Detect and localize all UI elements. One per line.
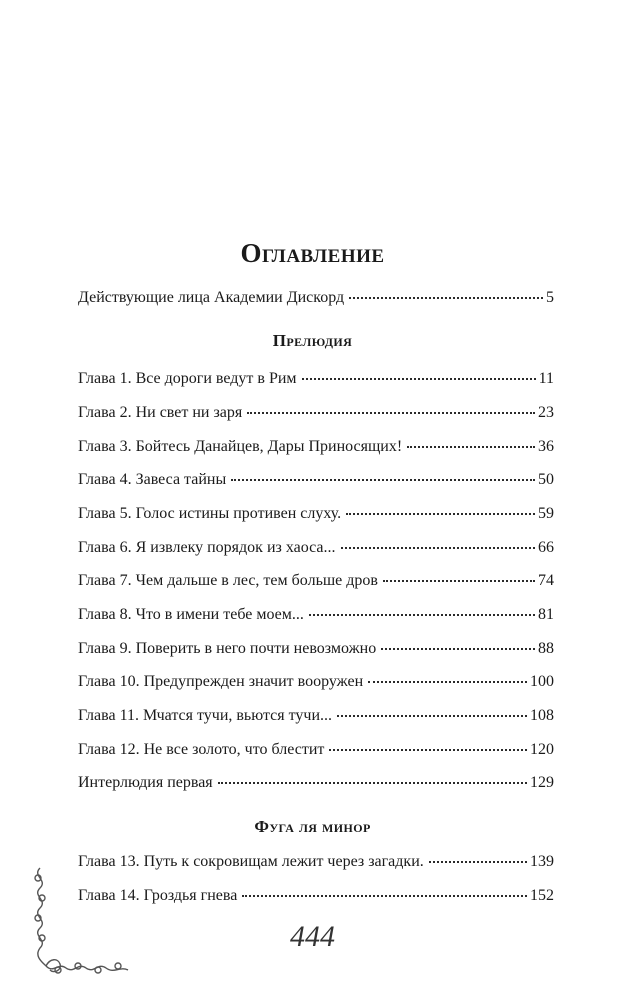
entry-label: Интерлюдия первая (78, 774, 213, 791)
entry-label: Глава 4. Завеса тайны (78, 471, 227, 488)
toc-entry[interactable] (78, 369, 554, 389)
entry-page: 23 (538, 404, 554, 421)
toc-entry[interactable] (78, 403, 554, 423)
toc-entry[interactable] (78, 639, 554, 659)
entry-label: Глава 1. Все дороги ведут в Рим (78, 370, 297, 387)
entry-page: 5 (546, 289, 554, 306)
toc-entry[interactable] (78, 706, 554, 726)
entry-page: 50 (538, 471, 554, 488)
dot-leader (341, 547, 535, 549)
dot-leader (247, 412, 535, 414)
entry-label: Глава 8. Что в имени тебе моем... (78, 606, 304, 623)
toc-entry[interactable] (78, 538, 554, 558)
toc-title: Оглавление (240, 238, 385, 268)
dot-leader (429, 861, 527, 863)
page-number: 444 (290, 920, 335, 953)
entry-label: Глава 14. Гроздья гнева (78, 887, 238, 904)
entry-label: Глава 9. Поверить в него почти невозможно (78, 640, 377, 657)
toc-entry[interactable] (78, 437, 554, 457)
toc-entry[interactable] (78, 288, 554, 308)
entry-label: Глава 6. Я извлеку порядок из хаоса... (78, 539, 336, 556)
entry-page: 36 (538, 438, 554, 455)
toc-entry[interactable] (78, 672, 554, 692)
toc-entry[interactable] (78, 886, 554, 906)
dot-leader (407, 446, 535, 448)
dot-leader (231, 479, 535, 481)
entry-label: Глава 5. Голос истины противен слуху. (78, 505, 342, 522)
entry-page: 81 (538, 606, 554, 623)
entry-label: Глава 10. Предупрежден значит вооружен (78, 673, 364, 690)
toc-entry[interactable] (78, 852, 554, 872)
entry-label: Глава 11. Мчатся тучи, вьются тучи... (78, 707, 333, 724)
entry-page: 100 (530, 673, 554, 690)
dot-leader (218, 782, 527, 784)
entry-page: 139 (530, 853, 554, 870)
dot-leader (368, 681, 527, 683)
dot-leader (242, 895, 527, 897)
dot-leader (329, 749, 527, 751)
toc-entry[interactable] (78, 504, 554, 524)
dot-leader (309, 614, 535, 616)
entry-label: Глава 13. Путь к сокровищам лежит через загадки. (78, 853, 424, 870)
dot-leader (383, 580, 535, 582)
dot-leader (381, 648, 535, 650)
entry-page: 66 (538, 539, 554, 556)
entry-page: 129 (530, 774, 554, 791)
entry-page: 152 (530, 887, 554, 904)
toc-entry[interactable] (78, 605, 554, 625)
entry-label: Глава 2. Ни свет ни заря (78, 404, 243, 421)
entry-page: 120 (530, 741, 554, 758)
dot-leader (302, 378, 536, 380)
entry-page: 59 (538, 505, 554, 522)
entry-label: Глава 7. Чем дальше в лес, тем больше дров (78, 572, 378, 589)
entry-label: Действующие лица Академии Дискорд (78, 289, 345, 306)
dot-leader (337, 715, 527, 717)
entry-label: Глава 3. Бойтесь Данайцев, Дары Приносящих! (78, 438, 403, 455)
section-title-fugue: Фуга ля минор (254, 817, 371, 836)
toc-entry[interactable] (78, 773, 554, 793)
toc-entry[interactable] (78, 740, 554, 760)
dot-leader (346, 513, 535, 515)
entry-page: 11 (538, 370, 554, 387)
section-title-prelude: Прелюдия (272, 331, 353, 350)
entry-page: 88 (538, 640, 554, 657)
entry-page: 74 (538, 572, 554, 589)
entry-page: 108 (530, 707, 554, 724)
dot-leader (349, 297, 543, 299)
entry-label: Глава 12. Не все золото, что блестит (78, 741, 325, 758)
toc-entry[interactable] (78, 571, 554, 591)
toc-entry[interactable] (78, 470, 554, 490)
